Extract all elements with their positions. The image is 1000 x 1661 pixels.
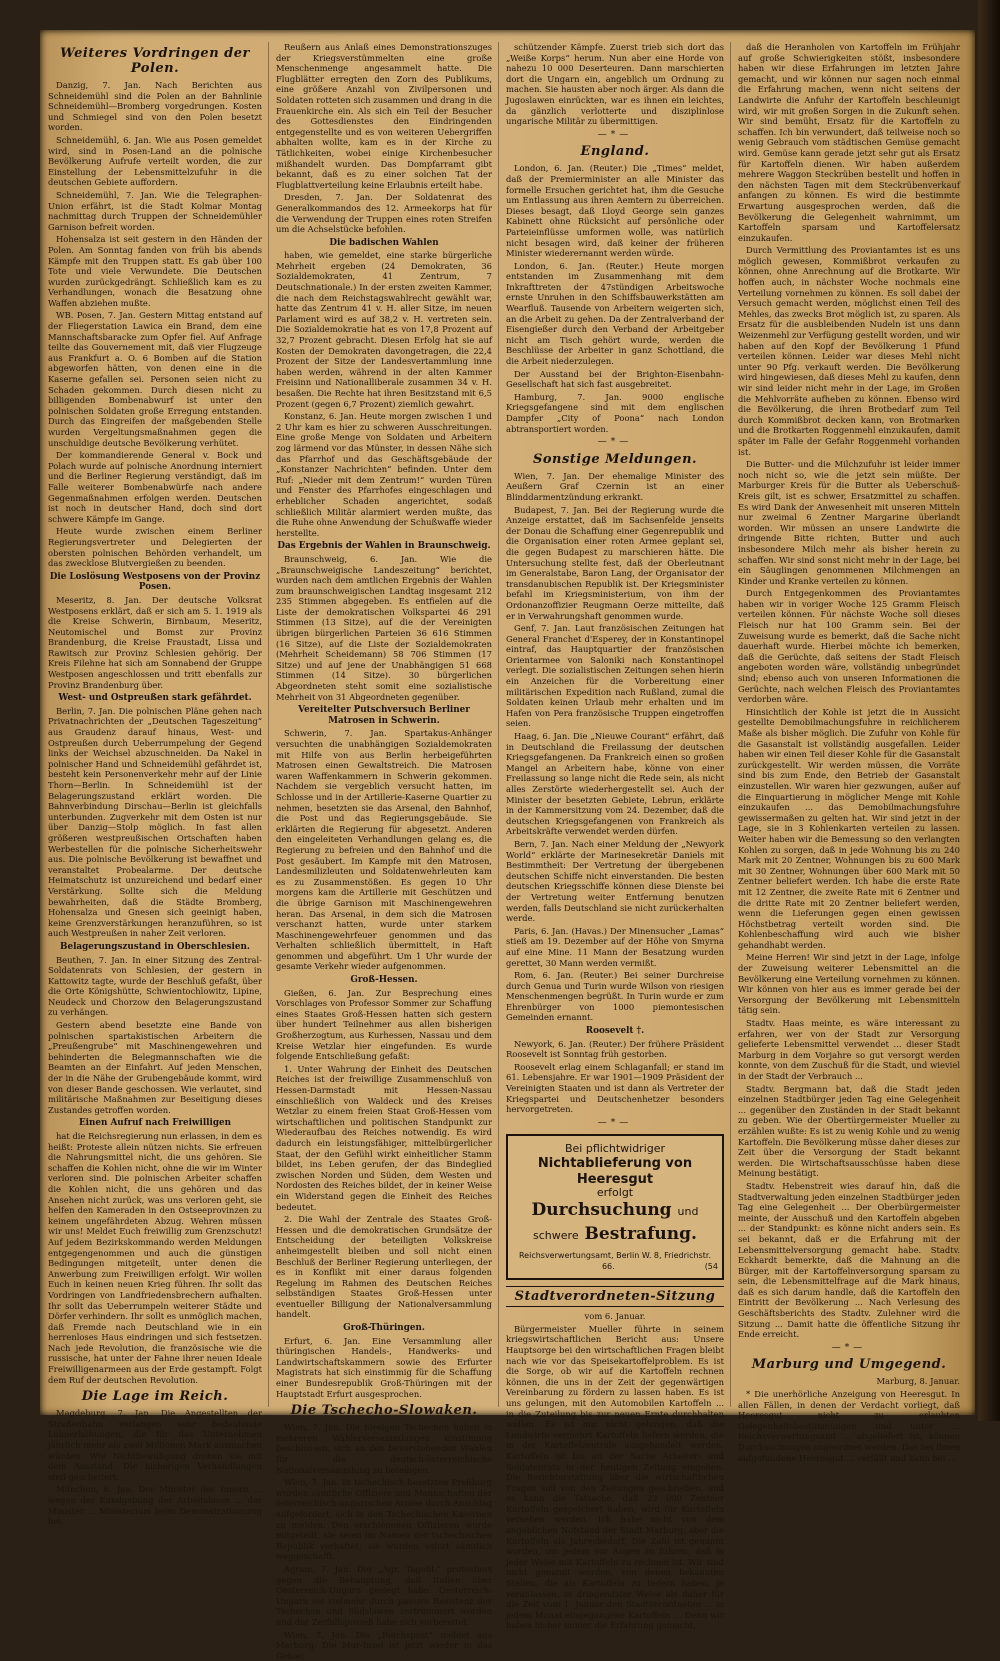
paragraph: Der kommandierende General v. Bock und Polach wurde auf polnische Anordnung interniert und die Berliner Regierung verständigt, daß im Falle weiterer Bombenabwürfe nach andere Gegenmaßnahmen erfolgen werden. Deutschen ist noch in deutscher Hand, doch sind dort schwere Kämpfe im Gange. — [48, 450, 262, 524]
paragraph: Wien, 7. Jan. Der ehemalige Minister des Aeußern Graf Czernin ist an einer Blinddarmentzündung erkrankt. — [506, 471, 724, 503]
ad-word: Bestrafung. — [585, 1224, 697, 1244]
column-rule — [730, 42, 731, 1407]
subheading: Einen Aufruf nach Freiwilligen — [48, 1118, 262, 1129]
paragraph: Wien, 7. Jan. Die hiesigen Tschechen haben in mehreren Wählerversammlungen einstimmig beschlossen, sich an den bevorstehenden Wahlen für die deutsch-österreichische Nationalversammlung zu beteiligen. — [276, 1422, 492, 1475]
column-rule — [268, 42, 269, 1407]
paragraph: 2. Die Wahl der Zentrale des Staates Groß-Hessen und die demokratischen Grundsätze der Entscheidung der beteiligten Volkskreise anheimgestellt bleiben und soll nicht einen Beschluß der Berliner Regierung unterliegen, der es in Konflikt mit einer daraus folgenden Regelung im Rahmen des Deutschen Reiches selbständigen Staates Groß-Hessen unter eventueller Billigung der Nationalversammlung handelt. — [276, 1214, 492, 1320]
ad-address: Reichsverwertungsamt, Berlin W. 8, Friedrichstr. 66. — [519, 1251, 711, 1271]
paragraph: Meine Herren! Wir sind jetzt in der Lage, infolge der Zuweisung weiterer Lebensmittel an die Bevölkerung eine Verteilung vornehmen zu können. Wir können von hier aus es immer gerade bei der Versorgung der Bevölkerung mit Lebensmitteln tätig sein. — [738, 952, 960, 1016]
paragraph: Die Butter- und die Milchzufuhr ist leider immer noch nicht so, wie die jetzt sein müßte. Der Marburger Kreis für die Butter als Ueberschuß-Kreis gilt, ist es schwer, Ersatzmittel zu schaffen. Es wird Dank der Anwesenheit mit unseren Mitteln nur zweimal 6 Zentner Margarine überlandt worden. Wir müssen an unsere Landwirte die dringende Bitte richten, Butter und auch insbesondere Milch mehr als bisher herein zu schaffen. Wir sind sonst nicht mehr in der Lage, bei ein Säuglingen genommenen Milchmengen an Kinder und Kranke verteilen zu können. — [738, 459, 960, 586]
paragraph: Stadtv. Hebenstreit wies darauf hin, daß die Stadtverwaltung jeden einzelnen Stadtbürger jeden Tag eine Gelegenheit ... Der Oberbürgermeister meinte, der Ausschuß und den Kartoffeln abgeben ... der Standpunkt: es könne nicht anders sein. Es sei bekannt, daß er die Erfahrung mit der Lebensmittelversorgung gemacht habe. Stadtv. Eckhardt bemerkte, daß die Mahnung an die Bürger, mit der Kartoffelnversorgung sparsam zu sein, die Lebensmittelfrage auf die Mark hinaus, daß es sich darum handle, daß die Kartoffeln den Eintritt der Bevölkerung ... Nach Verlesung des Geschäftsberichts des Stadtv. Zulehner wird die Sitzung ... Damit hatte die öffentliche Sitzung ihr Ende erreicht. — [738, 1181, 960, 1340]
ad-word: schwere — [533, 1229, 579, 1242]
paragraph: Hohensalza ist seit gestern in den Händen der Polen. Am Sonntag fanden von früh bis abends Kämpfe mit den Truppen statt. Es gab über 100 Tote und viele Verwundete. Die Deutschen wurden zurückgedrängt. Schließlich kam es zu Verhandlungen, wonach die Besatzung ohne Waffen abziehen mußte. — [48, 234, 262, 308]
paragraph: Paris, 6. Jan. (Havas.) Der Minensucher „Lamas“ stieß am 19. Dezember auf der Höhe von Smyrna auf eine Mine. 11 Mann der Besatzung wurden gerettet, 30 Mann werden vermißt. — [506, 926, 724, 968]
subheading: Die badischen Wahlen — [276, 238, 492, 249]
ad-line — [512, 1223, 718, 1247]
paragraph: Braunschweig, 6. Jan. Wie die „Braunschweigische Landeszeitung“ berichtet, wurden nach dem amtlichen Ergebnis der Wahlen zum braunschweigischen Landtag insgesamt 212 235 Stimmen abgegeben. Es entfielen auf die Liste der demokratischen Volkspartei 46 291 Stimmen (13 Sitze), auf die der Vereinigten übrigen bürgerlichen Parteien 36 616 Stimmen (16 Sitze), auf die Liste der Sozialdemokraten (Mehrheit Scheidemann) 58 706 Stimmen (17 Sitze) und auf jene der Unabhängigen 51 668 Stimmen (14 Sitze). 30 bürgerlichen Abgeordneten steht somit eine sozialistische Mehrheit von 31 Abgeordneten gegenüber. — [276, 554, 492, 702]
paragraph: Der Ausstand bei der Brighton-Eisenbahn-Gesellschaft hat sich fast ausgebreitet. — [506, 369, 724, 390]
paragraph: Durch Vermittlung des Proviantamtes ist es uns möglich gewesen, Kommißbrot verkaufen zu können, ohne Anrechnung auf die Brotkarte. Wir hoffen auch, in nächster Woche nochmals eine Verteilung vornehmen zu können. Es soll dabei der Versuch gemacht werden, möglichst einen Teil des Mehles, das zwecks Brot möglich ist, zu sparen. Als Ersatz für die ausbleibenden Nudeln ist uns dann Weizenmehl zur Verfügung gestellt worden, und wir haben auf den Kopf der Bevölkerung 1 Pfund verteilen können. Leider war dieses Mehl nicht unter 90 Pfg. verkauft werden. Die Bevölkerung wird hingewiesen, daß dieses Mehl zu kaufen, denn wir sind leider nicht mehr in der Lage, im Großen die Mehlvorräte aufheben zu können. Ebenso wird die Bevölkerung, die ihren Brotbedarf zum Teil durch Kommißbrot decken kann, von Brotmarken und die Brotkarten Roggenmehl einzukaufen, damit später im Falle der Gefahr Roggenmehl vorhanden ist. — [738, 245, 960, 457]
paragraph: München, 6. Jan. Der Minister des Innern ... wegen der Kundgebung der Arbeitslosen ... der Minister ... Ministerium beim Demonstrationszug bei. — [48, 1484, 262, 1526]
paragraph: Wien, 7. Jan. In tschechisch besetzten Preßburg wurden sämtliche Offiziere und Mannschaften der österreichisch-ungarischen Armee durch Anschlag aufgefordert, sich in den Tschechischen Kasernen zu melden. Den erschienenen Offizieren wurde mitgeteilt, sie seien im Namen der tschechischen Republik verhaftet; sie wurden sofort sämtlich weggeschafft. — [276, 1477, 492, 1562]
separator-star: —*— — [506, 437, 724, 448]
paragraph: haben, wie gemeldet, eine starke bürgerliche Mehrheit ergeben (24 Demokraten, 36 Sozialdemokraten, 41 Zentrum, 7 Deutschnationale.) In der ersten zweiten Kammer, die nach dem Reichstagswahlrecht gewählt war, hatte das Zentrum 41 v. H. aller Sitze, im neuen Parlament wird es auf 38,2 v. H. vertreten sein. Die Sozialdemokratie hat es von 17,8 Prozent auf 32,7 Prozent gebracht. Diesen Erfolg hat sie auf Kosten der Demokraten davongetragen, die 22,4 Prozent der Sitze der Landesvertammlung inne haben werden, während in der alten Kammer Freisinn und Nationalliberale zusammen 34 v. H. besaßen. Die Rechte hat ihren Besitzstand mit 6,5 Prozent (gegen 6,7 Prozent) ziemlich gewahrt. — [276, 250, 492, 409]
headline-marburg-und-umgegend: Marburg und Umgegend. — [738, 1357, 960, 1372]
paragraph: Beuthen, 7. Jan. In einer Sitzung des Zentral-Soldatenrats von Schlesien, der gestern in Kattowitz tagte, wurde der Beschluß gefaßt, über die Orte Königshütte, Schwientochlowitz, Lipine, Neudeck und Chorzow den Belagerungszustand zu verhängen. — [48, 955, 262, 1019]
ad-line: erfolgt — [512, 1188, 718, 1199]
column-1 — [48, 42, 262, 1407]
column-2 — [276, 42, 492, 1407]
paragraph: Rom, 6. Jan. (Reuter.) Bei seiner Durchreise durch Genua und Turin wurde Wilson von riesigen Menschenmengen begrüßt. In Turin wurde er zum Ehrenbürger von 1000 piemontesischen Gemeinden ernannt. — [506, 970, 724, 1023]
advertisement-box — [506, 1134, 724, 1280]
separator-star: —*— — [506, 1118, 724, 1129]
paragraph: Durch Entgegenkommen des Proviantamtes haben wir in voriger Woche 125 Gramm Fleisch verteilen können. Für nächste Woche soll dieses Fleisch nur hat 100 Gramm sein. Bei der Zuweisung wurde es bemerkt, daß die Sache nicht dauerhaft wurde. Hierbei möchte ich bemerken, daß die Gerüchte, daß seitens der Stadt Fleisch angeboten worden wäre, vollständig unbegründet sind; ebenso auch von unseren Informationen die Gerüchte, nach welchen Fleisch des Proviantamtes verdorben wäre. — [738, 588, 960, 705]
column-rule — [498, 42, 499, 1407]
paragraph: London, 6. Jan. (Reuter.) Die „Times“ meldet, daß der Premierminister an alle Minister das formelle Ersuchen gerichtet hat, ihm die Gesuche um Entlassung aus ihren Aemtern zu überreichen. Dieses besagt, daß Lloyd George sein ganzes Kabinett ohne Rücksicht auf persönliche oder Parteieinflüsse umformen wolle, was natürlich nicht besagen wird, daß keiner der früheren Minister wiederernannt werden würde. — [506, 163, 724, 258]
headline-stadtverordneten-sitzung: Stadtverordneten-Sitzung — [506, 1289, 724, 1304]
paragraph: WB. Posen, 7. Jan. Gestern Mittag entstand auf der Fliegerstation Lawica ein Brand, dem eine Mannschaftsbaracke zum Opfer fiel. Auf Anfrage teilte das Gouvernement mit, daß vier Flugzeuge aus Frankfurt a. O. 6 Bomben auf die Station abgeworfen hätten, von denen eine in die Kaserne gefallen sei. Personen seien nicht zu Schaden gekommen. Durch diesen nicht zu billigenden Bombenabwurf ist unter den polnischen Soldaten große Erregung entstanden. Durch das Eingreifen der maßgebenden Stelle wurden Vergeltungsmaßnahmen gegen die unschuldige deutsche Bevölkerung verhütet. — [48, 310, 262, 448]
paragraph: Roosevelt erlag einem Schlaganfall; er stand im 61. Lebensjahre. Er war 1901—1909 Präsident der Vereinigten Staaten und ist dann als Vertreter der Kriegspartei und Deutschenhetzer besonders hervorgetreten. — [506, 1062, 724, 1115]
paragraph: Heute wurde zwischen einem Berliner Regierungsvertreter und Delegierten der obersten polnischen Behörden verhandelt, um das zwecklose Blutvergießen zu beenden. — [48, 526, 262, 568]
paragraph: Schneidemühl, 6. Jan. Wie aus Posen gemeldet wird, sind in Posen-Land an die polnische Bevölkerung Aufrufe verteilt worden, die zur Einstellung der Lebensmittelzufuhr in die deutschen Gebiete auffordern. — [48, 135, 262, 188]
paragraph: Schneidemühl, 7. Jan. Wie die Telegraphen-Union erfährt, ist die Stadt Kolmar Montag nachmittag durch Truppen der Schneidemühler Garnison befreit worden. — [48, 190, 262, 232]
paragraph: Schwerin, 7. Jan. Spartakus-Anhänger versuchten die unabhängigen Sozialdemokraten mit Hilfe von aus Berlin herbeigeführten Matrosen einen Gewaltstreich. Die Matrosen waren Waffenkammern in Schwerin gekommen. Nachdem sie vergeblich versucht hatten, im Schlosse und in der Artillerie-Kaserne Quartier zu nehmen, besetzten sie das Arsenal, den Bahnhof, die Post und das Regierungsgebäude. Sie erklärten die Regierung für abgesetzt. Anderen den eingeleiteten Verhandlungen gelang es, die Regierung zu befreien und den Bahnhof und die Post gesäubert. Im Kampfe mit den Matrosen, Landesmilizleuten und Soldatenwehrleuten kam es zu Zusammenstößen. Es gegen 10 Uhr morgens kam die Artillerie mit Geschützen und die übrige Garnison mit Maschinengewehren heran. Das Arsenal, in dem sich die Matrosen verschanzt hatten, wurde unter starkem Maschinengewehrfeuer genommen und das Verhalten schließlich übermittelt, in Haft genommen und abgeführt. Um 1 Uhr wurde der gesamte Verkehr wieder aufgenommen. — [276, 728, 492, 972]
paragraph: Erfurt, 6. Jan. Eine Versammlung aller thüringischen Handels-, Handwerks- und Landwirtschaftskammern sowie des Erfurter Magistrats hat sich einstimmig für die Schaffung einer Bundesrepublik Groß-Thüringen mit der Hauptstadt Erfurt ausgesprochen. — [276, 1336, 492, 1400]
subheading: West- und Ostpreußen stark gefährdet. — [48, 693, 262, 704]
paragraph: London, 6. Jan. (Reuter.) Heute morgen entstanden im Zusammenhang mit dem Inkrafttreten der 47stündigen Arbeitswoche ernste Unruhen in den Schiffsbauwerkstätten am Wearfluß. Tausende von Arbeitern weigerten sich, an die Arbeit zu gehen. Da der Zentralverband der Eisengießer durch den Verband der Arbeitgeber nicht am Tisch gehört wurde, werden die Beschlüsse der Arbeiter in ganz Schottland, die die Arbeit niederzulegen. — [506, 261, 724, 367]
ad-line — [512, 1251, 718, 1272]
ad-word: Durchsuchung — [532, 1200, 672, 1220]
paragraph: * Die unerhörliche Anzeigung von Heeresgut. In allen Fällen, in denen der Verdacht vorliegt, daß Heeresgut nicht zu erlaubten Gelegenheitsbestimmungen und unter ... Reichsverwertungsamt ... abgeliefert ist, können Durchsuchungen angeordnet werden. Das bei ihnen aufgefundene Heeresgut ... verfällt und kann bei ... — [738, 1389, 960, 1463]
ad-line — [512, 1199, 718, 1223]
paragraph: Gestern abend besetzte eine Bande von polnischen spartakistischen Arbeitern die „Preußengrube“ mit Maschinengewehren und behinderten die Belegmannschaften wie die Beamten an der Einfahrt. Auf jeden Menschen, der in die Nähe der Grubengebäude kommt, wird von dieser Bande geschossen. Wie verlautet, sind militärische Maßnahmen zur Beseitigung dieses Zustandes getroffen worden. — [48, 1020, 262, 1115]
paragraph: Konstanz, 6. Jan. Heute morgen zwischen 1 und 2 Uhr kam es hier zu schweren Ausschreitungen. Eine große Menge von Soldaten und Arbeitern zog lärmend vor das Münster, in dessen Nähe sich das Pfarrhof und das Geschäftsgebäude der „Konstanzer Nachrichten“ befinden. Unter dem Ruf: „Nieder mit dem Zentrum!“ wurden Türen und Fenster des Pfarrhofes eingeschlagen und erheblicher Schaden angerichtet, sodaß schließlich Militär alarmiert werden mußte, das die Ruhe ohne Anwendung der Schußwaffe wieder herstellte. — [276, 411, 492, 538]
paragraph: Berlin, 7. Jan. Die polnischen Pläne gehen nach Privatnachrichten der „Deutschen Tageszeitung“ aus Graudenz darauf hinaus, West- und Ostpreußen durch Ueberrumpelung der Gegend links der Weichsel abzuschneiden. Da Nakel in polnischer Hand und Schneidemühl gefährdet ist, besteht kein Personenverkehr mehr auf der Linie Thorn—Berlin. In Schneidemühl ist der Belagerungszustand erklärt worden. Die Bahnverbindung Dirschau—Berlin ist gleichfalls unterbunden. Zugverkehr mit dem Osten ist nur über Danzig—Stolp möglich. In fast allen größeren westpreußischen Ortschaften haben Werbestellen für die polnische Sicherheitswehr aus. Die polnische Bevölkerung ist bewaffnet und veranstaltet Probealarme. Der deutsche Heimatschutz ist unzureichend und bedarf einer Verstärkung. Sollte sich die Meldung bewahrheiten, daß die Städte Bromberg, Hohensalza und Gnesen sich geeinigt haben, keine Grenzverstärkungen heranzuführen, so ist auch Westpreußen in naher Zeit verloren. — [48, 706, 262, 939]
paragraph: schützender Kämpfe. Zuerst trieb sich dort das „Weiße Korps“ herum. Nun aber eine Horde von nahezu 10 000 Deserteuren. Dann marschierten dort die Ungarn ein, angeblich um Ordnung zu machen. Sie hausten aber noch ärger. Als dann die Jugoslawen einrückten, war es ihnen ein leichtes, da gänzlich verlotterte und disziplinlose ungarische Militär zu übermittigen. — [506, 42, 724, 127]
headline-lage-im-reich: Die Lage im Reich. — [48, 1389, 262, 1404]
paragraph: Gießen, 6. Jan. Zur Besprechung eines Vorschlages von Professor Sommer zur Schaffung eines Staates Groß-Hessen hatten sich gestern über hundert Teilnehmer aus allen bisherigen Großherzogtum, aus Kurhessen, Nassau und dem Kreise Wetzlar hier eingefunden. Es wurde folgende Entschließung gefaßt: — [276, 988, 492, 1062]
paragraph: Bürgermeister Mueller führte in seinem kriegswirtschaftlichen Bericht aus: Unsere Hauptsorge bei den wirtschaftlichen Fragen bleibt nach wie vor das Speisekartoffelproblem. Es ist die Sorge, ob wir auf die Kartoffeln rechnen können, die uns in der Zeit der gegenwärtigen Vereinbarung zu fördern zu lassen haben. Es ist uns gelungen, mit den Automobilen Kartoffeln ... in die Zuteilung bis zur neuen Ernte durchhalten wollen. Es ist mir nicht gelungen, daß die Landwirte vermehrt Kartoffeln liefern werden, die in der Kartoffelzentrale ausgehandelt werden. Kartoffeln ist bis an der Sache Arbeiter- und Soldatenrats in der heutigen Zeitung eingehen. Die Berichterstattung über die wirtschaftlichen Fragen soll von den Zeitungen geschrieben, und es kann die Tatsache, daß 23 000 Zentner Kartoffeln gespeichert haben, wird für Kartoffeln versehen werden. Ich habe nicht von dem angeblichen Notstand der Stadt Marburg, aber die Kartoffeln als Jahresbedarf. Die Zahl ist genannt worden, um jedem vor Augen zu führen, daß in jeder Weise mit Kartoffeln zu rechnen ist. Wir sind nicht genannt worden, von denen bekannten Stellen, die als Kartoffeln zu liefern haben, je veranlassen, in dringendster Weise als daher für die Zeit vom 1. Januar den Stadtverordneten ... in jedem Monat eingegangene Kartoffeln ... Denn wir haben bisher immer die Erfahrung gemacht, — [506, 1324, 724, 1631]
paragraph: Danzig, 7. Jan. Nach Berichten aus Schneidemühl sind die Polen an der Bahnlinie Schneidemühl—Bromberg vorgedrungen. Kosten und Schmiegel sind von den Polen besetzt worden. — [48, 80, 262, 133]
ad-number: (54 — [705, 1262, 718, 1273]
subheading: Roosevelt †. — [506, 1026, 724, 1037]
subheading: Belagerungszustand in Oberschlesien. — [48, 942, 262, 953]
dateline: Marburg, 8. Januar. — [738, 1376, 960, 1387]
paragraph: Dresden, 7. Jan. Der Soldatenrat des Generalkommandos des 12. Armeekorps hat für die Verwendung der Truppen eines roten Streifen um die Achselstücke befohlen. — [276, 192, 492, 234]
subheading: Groß-Hessen. — [276, 975, 492, 986]
ad-line: Nichtablieferung von Heeresgut — [512, 1156, 718, 1188]
paragraph: Stadtv. Haas meinte, es wäre interessant zu erfahren, wer von der Stadt zur Versorgung gelieferte Lebensmittel verwendet ... dieser Stadt Marburg in dem Vorjahre so gut versorgt werden konnte, von dem Zuschuß für die Stadt, und wieviel in der Stadt der Verbrauch ... — [738, 1018, 960, 1082]
section-rule — [506, 1286, 724, 1307]
paragraph: hat die Reichsregierung nun erlassen, in dem es heißt: Proteste allein nützen nichts. Sie erfreuen die Nahrungsmittel nicht, die uns gehören. Sie schaffen die Kohlen nicht, ohne die wir im Winter verloren sind. Die polnischen Arbeiter schaffen die Kohlen nicht, die uns gehören und das Ansehen nicht zurück, was uns verloren geht, sie helfen den Kameraden in den Ostseeprovinzen zu keinem ungefährdeten Abzug. Wehren müssen wir uns! Meldet Euch freiwillig zum Grenzschutz! Auf jedem Bezirkskommando werden Meldungen entgegengenommen und auch die günstigen Bedingungen mitgeteilt, unter denen die Anwerbung zum Freiwilligen erfolgt. Wir wollen Euch in keinen neuen Krieg führen. Ihr sollt das Vordringen von Landfriedensbrechern aufhalten. Ihr sollt das Ueberrumpeln weiterer Städte und Dörfer verhindern. Ihr sollt es unmöglich machen, daß Fremde nach Deutschland wie in ein herrenloses Haus eindringen und sich festsetzen. Nach jede Revolution, die französische wie die russische, hat unter der Fahne ihrer neuen Ideale Freiwilligenarmeen aus der Erde gestampft. Folgt dem Ruf der deutschen Revolution. — [48, 1131, 262, 1385]
paragraph: Hamburg, 7. Jan. 9000 englische Kriegsgefangene sind mit dem englischen Dampfer „City of Poona“ nach London abtransportiert worden. — [506, 392, 724, 434]
paragraph: Meseritz, 8. Jan. Der deutsche Volksrat Westposens erklärt, daß er sich am 5. 1. 1919 als die Kreise Schwerin, Birnbaum, Meseritz, Neutomischel und Bomst zur Provinz Brandenburg, die Kreise Fraustadt, Lissa und Rawitsch zur Provinz Schlesien gehörig. Der Kreis Filehne hat sich am Sonnabend der Gruppe Westposen angeschlossen und tritt ebenfalls zur Provinz Brandenburg über. — [48, 595, 262, 690]
column-3 — [506, 42, 724, 1407]
paragraph: Magdeburg, 7. Jan. Die Angestellten der Straßenbahn verlangen sehr bedeutende Lohnerhöhungen, die für das Unternehmen jährlich mehr als zwei Millionen Mark ausmachen würden. Wie Nichtbewilligung drohen sie mit dem Ausstand. Die bisherigen Verhandlungen sind gescheitert. — [48, 1408, 262, 1482]
paragraph: Genf, 7. Jan. Laut französischen Zeitungen hat General Franchet d'Esperey, der in Konstantinopel eintraf, das Hauptquartier der französischen Orientarmee von Saloniki nach Konstantinopel verlegt. Die sozialistischen Zeitungen sehen hierin ein Anzeichen für die Vorbereitung einer militärischen Expedition nach Rußland, zumal die Soldaten keinen Urlaub mehr erhalten und im Hafen von Pera französische Truppen eingetroffen seien. — [506, 623, 724, 729]
ad-line: Bei pflichtwidriger — [512, 1142, 718, 1156]
newspaper-page — [40, 30, 975, 1415]
subheading: Vereitelter Putschversuch Berliner Matrosen in Schwerin. — [276, 705, 492, 726]
paragraph: Agram, 7. Jan. Der „Agr. Tagebl.“ protestiert gegen die Behauptung, daß Italien über Oesterreich-Ungarn gesiegt habe. Oesterreich-Ungarn sei vielmehr durch passive Resistenz der Tschechen und Südslawen zertrümmert worden und der Zerfallsprozeß habe sich vorbereitet. — [276, 1564, 492, 1628]
paragraph: Bern, 7. Jan. Nach einer Meldung der „Newyork World“ erklärte der Marinesekretär Daniels mit Bestimmtheit: Der Vertretung der übergebenen deutschen Schiffe nicht einverstanden. Die besten deutschen Kriegsschiffe können diese Dienste bei der Vertretung weiter Entfernung benutzen werden, falls Deutschland sie nicht zurückerhalten werde. — [506, 839, 724, 924]
subheading: vom 6. Januar. — [506, 1311, 724, 1322]
paragraph: Hinsichtlich der Kohle ist jetzt die in Aussicht gestellte Demobilmachungsfuhre in reichlicherem Maße als bisher möglich. Die Zufuhr von Kohle für die Gasanstalt ist vollständig ausgefallen. Leider haben wir einen Teil dieser Kohle für die Gasanstalt zurückgestellt. Wir werden müssen, die Vorräte sind bis zum Ende, den Betrieb der Gasanstalt einzustellen. Wir waren hier gezwungen, außer auf die Einquartierung in möglicher Menge mit Kohle einzukaufen ... das Demobilmachungsfuhre gewissermaßen zu gelten hat. Wir sind jetzt in der Lage, sie in 3 Kohlenkarten verteilen zu lassen. Weiter haben wir die Bemessung so den verlangten Kohlen zu sorgen, daß in jede Wohnung bis zu 240 Mark mit 20 Zentner, Wohnungen bis zu 600 Mark mit 30 Zentner, Wohnungen über 600 Mark mit 50 Zentner beliefert werden. Ich habe die erste Rate mit 12 Zentner, die zweite Rate mit 6 Zentner und die dritte Rate mit 20 Zentner beliefert werden, wenn die Lieferungen gegen einen gewissen Höchstbetrag verteilt worden sind. Die Kohlenbeschaffung wird auch wie bisher gehandhabt werden. — [738, 707, 960, 951]
paragraph: Haag, 6. Jan. Die „Nieuwe Courant“ erfährt, daß in Deutschland die Freilassung der deutschen Kriegsgefangenen. Da Frankreich einen so großen Mangel an Arbeitern habe, könne von einer Freilassung so lange nicht die Rede sein, als nicht alles Zerstörte wiederhergestellt sei. Auch der Minister der besetzten Gebiete, Lebrun, erklärte in der Kammersitzung vom 24. Dezember, daß die deutschen Kriegsgefangenen von Frankreich als Arbeitskräfte verwendet werden dürfen. — [506, 731, 724, 837]
headline-tschecho-slowaken: Die Tschecho-Slowaken. — [276, 1403, 492, 1418]
subheading: Das Ergebnis der Wahlen in Braunschweig. — [276, 541, 492, 552]
paragraph: Newyork, 6. Jan. (Reuter.) Der frühere Präsident Roosevelt ist Sonntag früh gestorben. — [506, 1039, 724, 1060]
paragraph: daß die Heranholen von Kartoffeln im Frühjahr auf große Schwierigkeiten stößt, insbesondere haben wir diese Erfahrungen im letzten Jahre gemacht, und wir können nur sagen noch einmal die Erfahrung machen, wenn nicht seitens der Landwirte die Anfuhr der Kartoffeln beschleunigt wird, wir mit großen Sorgen in die Zukunft sehen. Wir sind bemüht, Ersatz für die Kartoffeln zu schaffen. Ich bin verwundert, daß teilweise noch so wenig Gebrauch vom städtischen Gemüse gemacht wird. Gemüse kann gerade jetzt sehr gut als Ersatz für Kartoffeln dienen. Wir haben außerdem mehrere Waggon Steckrüben bestellt und hoffen in den nächsten Tagen mit dem Steckrübenverkauf anfangen zu können. Es wird die bestimmte Erwartung ausgesprochen werden, daß die Bevölkerung die Gelegenheit wahrnimmt, um Kartoffeln sparsam und Kartoffelersatz einzukaufen. — [738, 42, 960, 243]
paragraph: 1. Unter Wahrung der Einheit des Deutschen Reiches ist der freiwillige Zusammenschluß von Hessen-Darmstadt mit Hessen-Nassau einschließlich von Waldeck und des Kreises Wetzlar zu einem freien Staat Groß-Hessen vom wirtschaftlichen und politischen Standpunkt zur Wiederaufbau des Reiches notwendig. Es wird dadurch ein leistungsfähiger, mittelbürgerlicher Staat, der den Gefühl wirkt einheitlicher Stamm bildet, ins Leben gerufen, der das Bindeglied zwischen Norden und Süden, dem Westen und Nordosten des Reiches bildet, der in keiner Weise ein Widerstand gegen die Einheit des Reiches bedeutet. — [276, 1064, 492, 1212]
headline-england: England. — [506, 144, 724, 159]
subheading: Die Loslösung Westposens von der Provinz Posen. — [48, 572, 262, 593]
paragraph: Wien, 7. Jan. Die „Reichspost“ meldet aus Marburg: Die Mur-Insel ist jetzt wieder in das Gebiet — [276, 1630, 492, 1661]
paragraph: Budapest, 7. Jan. Bei der Regierung wurde die Anzeige erstattet, daß im Sachsenfelde jenseits der Donau die Schaffung einer Gegenrepublik und die Organisation einer roten Armee geplant sei, die gegen Budapest zu marschieren hätte. Die Untersuchung stellte fest, daß der Oberleutnant im Generalstabe, Baron Lang, der Organisator der transdanubischen Republik ist. Der Kriegsminister befahl im Kriegsministerium, von ihm der Ordonanzoffizier Reugmann Oerze mitteilte, daß er in Verwahrungshaft genommen wurde. — [506, 505, 724, 622]
binding-edge — [978, 0, 1000, 1421]
separator-star: —*— — [738, 1343, 960, 1354]
column-4 — [738, 42, 960, 1407]
headline-weiteres-vordringen: Weiteres Vordringen der Polen. — [48, 46, 262, 76]
paragraph: Reußern aus Anlaß eines Demonstrationszuges der Kriegsverstümmelten eine große Menschenmenge angesammelt hatte. Die Flugblätter erregten den Zorn des Publikums, eine größere Anzahl von Zivilpersonen und Soldaten rotteten sich zusammen und drang in die Frauenkirche ein. Als sich ein Teil der Besucher des Gottesdienstes den Eindringenden entgegenstellte und es von weiteren Uebergriffen abhalten wollte, kam es in der Kirche zu Tätlichkeiten, wobei einige Kirchenbesucher mißhandelt wurden. Das Dompfarramt gibt bekannt, daß es zu einer solchen Tat der Flugblattverteilung keine Erlaubnis erteilt habe. — [276, 42, 492, 190]
headline-sonstige-meldungen: Sonstige Meldungen. — [506, 452, 724, 467]
paragraph: Stadtv. Bergmann bat, daß die Stadt jeden einzelnen Stadtbürger jeden Tag eine Gelegenheit ... gegenüber den Zuständen in der Stadt bekannt zu geben. Wie der Obertürgermeister Mueller zu erzählen wußte: Es ist zu wenig Kohle und zu wenig Kartoffeln. Die Bevölkerung müsse daher dieses zur Zeit über die Versorgung der Stadt bekannt werden. Die Wirtschaftsausschüsse haben diese Meinung bestätigt. — [738, 1084, 960, 1179]
ad-word: und — [678, 1205, 699, 1218]
subheading: Groß-Thüringen. — [276, 1323, 492, 1334]
separator-star: —*— — [506, 130, 724, 141]
